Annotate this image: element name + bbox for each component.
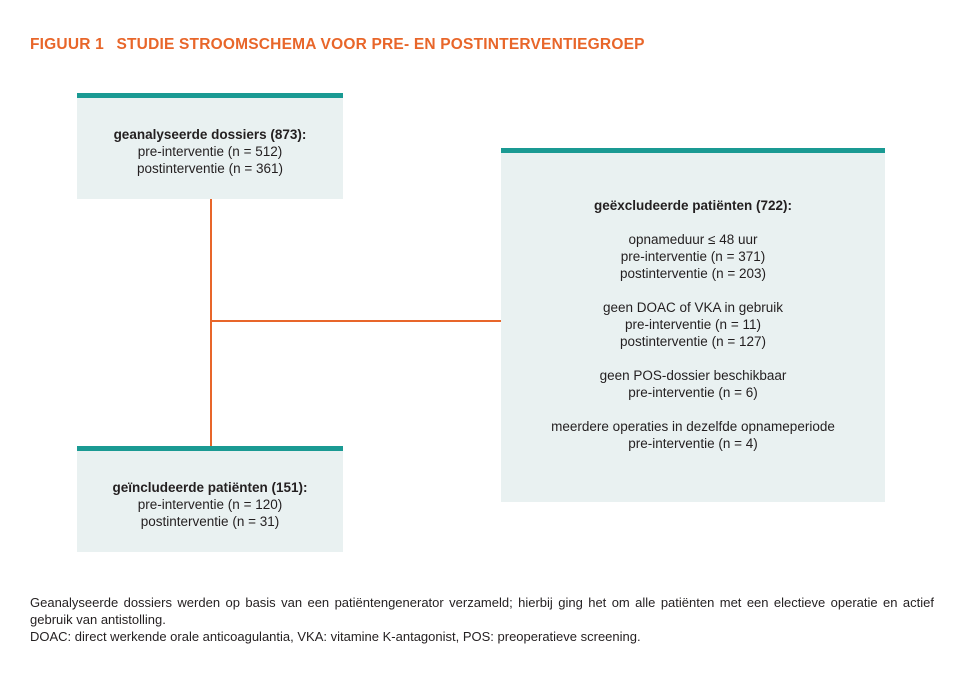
figure-title-text: STUDIE STROOMSCHEMA VOOR PRE- EN POSTINTERVENTIEGROEP — [116, 36, 645, 53]
exclusion-reason: geen DOAC of VKA in gebruik — [602, 300, 784, 315]
exclusion-post-line: postinterventie (n = 203) — [620, 266, 766, 281]
footnote-source: Geanalyseerde dossiers werden op basis van een patiëntengenerator verzameld; hierbij ging het om alle patiënten met een electieve operatie en actief gebruik van antistolling. — [30, 595, 934, 627]
included-heading: geïncludeerde patiënten (151): — [112, 480, 308, 495]
exclusion-pre-line: pre-interventie (n = 6) — [628, 385, 758, 400]
exclusion-group-length-of-stay — [501, 231, 885, 282]
exclusion-reason: opnameduur ≤ 48 uur — [628, 232, 758, 247]
exclusion-reason: meerdere operaties in dezelfde opnameperiode — [551, 419, 835, 434]
flow-connector-vertical — [210, 199, 212, 446]
excluded-patients-box — [501, 148, 885, 502]
exclusion-pre-line: pre-interventie (n = 371) — [620, 249, 766, 264]
included-patients-box — [77, 446, 343, 552]
exclusion-pre-line: pre-interventie (n = 4) — [628, 436, 758, 451]
exclusion-pre-line: pre-interventie (n = 11) — [625, 317, 761, 332]
exclusion-reason: geen POS-dossier beschikbaar — [599, 368, 787, 383]
figure-footnote — [30, 594, 934, 645]
exclusion-group-multiple-operations — [501, 418, 885, 452]
analysed-heading: geanalyseerde dossiers (873): — [113, 127, 307, 142]
analysed-post-line: postinterventie (n = 361) — [137, 161, 283, 176]
footnote-abbreviations: DOAC: direct werkende orale anticoagulantia, VKA: vitamine K-antagonist, POS: preoperatieve screening. — [30, 629, 641, 644]
analysed-dossiers-box — [77, 93, 343, 199]
analysed-pre-line: pre-interventie (n = 512) — [137, 144, 283, 159]
exclusion-group-no-anticoagulant — [501, 299, 885, 350]
flow-connector-to-excluded — [210, 320, 501, 322]
exclusion-post-line: postinterventie (n = 127) — [620, 334, 766, 349]
excluded-heading: geëxcludeerde patiënten (722): — [593, 198, 793, 213]
included-pre-line: pre-interventie (n = 120) — [137, 497, 283, 512]
figure-title — [30, 36, 645, 54]
figure-number: FIGUUR 1 — [30, 36, 104, 53]
included-post-line: postinterventie (n = 31) — [140, 514, 280, 529]
exclusion-group-no-pos-dossier — [501, 367, 885, 401]
